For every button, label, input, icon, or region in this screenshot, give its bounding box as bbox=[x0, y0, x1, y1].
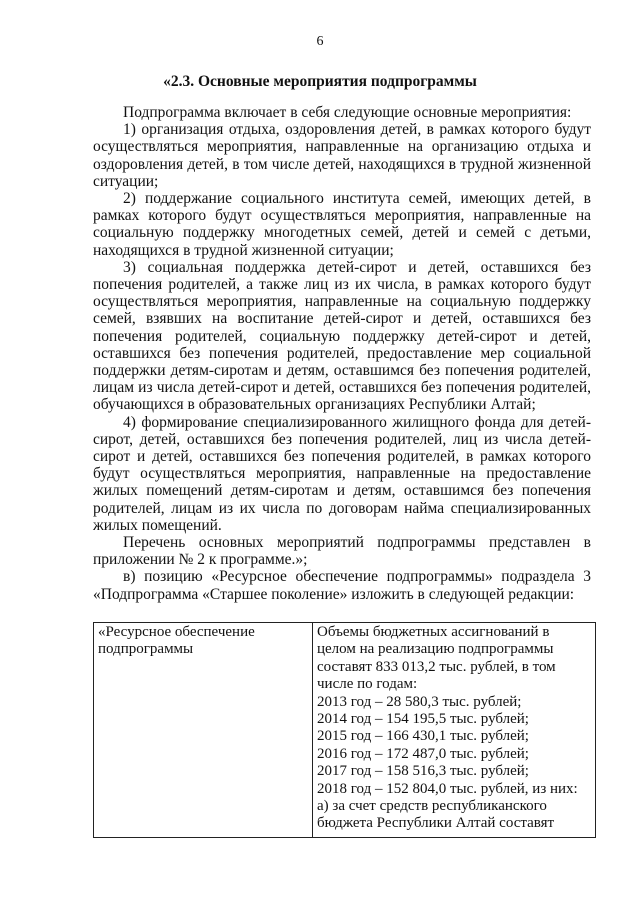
paragraph-item-1: 1) организация отдыха, оздоровления детей, в рамках которого будут осуществляться мероприятия, направленные на организацию отдыха и оздоровления детей, в том числе детей, находящихся в трудной жизненной ситуации; bbox=[93, 121, 591, 190]
section-heading: «2.3. Основные мероприятия подпрограммы bbox=[163, 73, 477, 90]
paragraph-item-4: 4) формирование специализированного жилищного фонда для детей-сирот, детей, оставшихся без попечения родителей, лиц из числа детей-сирот и детей, оставшихся без попечения родителей, в рамках которого будут осуществляться мероприятия, направленные на предоставление жилых помещений детям-сиротам и детям, оставшимся без попечения родителей, лицам из их числа по договорам найма специализированных жилых помещений. bbox=[93, 413, 591, 534]
document-body bbox=[93, 104, 591, 603]
paragraph-item-3: 3) социальная поддержка детей-сирот и детей, оставшихся без попечения родителей, а также лиц из их числа, в рамках которого будут осуществляться мероприятия, направленные на социальную поддержку семей, взявших на воспитание детей-сирот и детей, оставшихся без попечения родителей, социальную поддержку детей-сирот и детей, оставшихся без попечения родителей, предоставление мер социальной поддержки детям-сиротам и детям, оставшимся без попечения родителей, лицам из числа детей-сирот и детей, оставшихся без попечения родителей, обучающихся в образовательных организациях Республики Алтай; bbox=[93, 258, 591, 414]
resource-intro: Объемы бюджетных ассигнований в целом на реализацию подпрограммы составят 833 013,2 тыс. рублей, в том числе по годам: bbox=[317, 624, 556, 693]
year-line: 2018 год – 152 804,0 тыс. рублей, из них: bbox=[317, 780, 578, 797]
paragraph-amendment-v: в) позицию «Ресурсное обеспечение подпрограммы» подраздела 3 «Подпрограмма «Старшее поколение» изложить в следующей редакции: bbox=[93, 568, 591, 603]
table-row bbox=[94, 623, 596, 838]
resource-label-cell: «Ресурсное обеспечение подпрограммы bbox=[94, 623, 313, 838]
funding-source-a: а) за счет средств республиканского бюджета Республики Алтай составят bbox=[317, 798, 555, 832]
page-number: 6 bbox=[316, 34, 324, 49]
resource-table bbox=[93, 622, 596, 838]
year-line: 2017 год – 158 516,3 тыс. рублей; bbox=[317, 763, 529, 780]
year-line: 2016 год – 172 487,0 тыс. рублей; bbox=[317, 745, 529, 762]
year-line: 2014 год – 154 195,5 тыс. рублей; bbox=[317, 711, 529, 728]
paragraph-intro: Подпрограмма включает в себя следующие основные мероприятия: bbox=[123, 104, 572, 121]
paragraph-item-2: 2) поддержание социального института семей, имеющих детей, в рамках которого будут осуществляться мероприятия, направленные на социальную поддержку многодетных семей, детей и семей с детьми, находящихся в трудной жизненной ситуации; bbox=[93, 190, 591, 259]
resource-value-cell bbox=[313, 623, 596, 838]
year-line: 2013 год – 28 580,3 тыс. рублей; bbox=[317, 693, 522, 710]
year-line: 2015 год – 166 430,1 тыс. рублей; bbox=[317, 728, 529, 745]
paragraph-list-reference: Перечень основных мероприятий подпрограммы представлен в приложении № 2 к программе.»; bbox=[93, 534, 591, 569]
